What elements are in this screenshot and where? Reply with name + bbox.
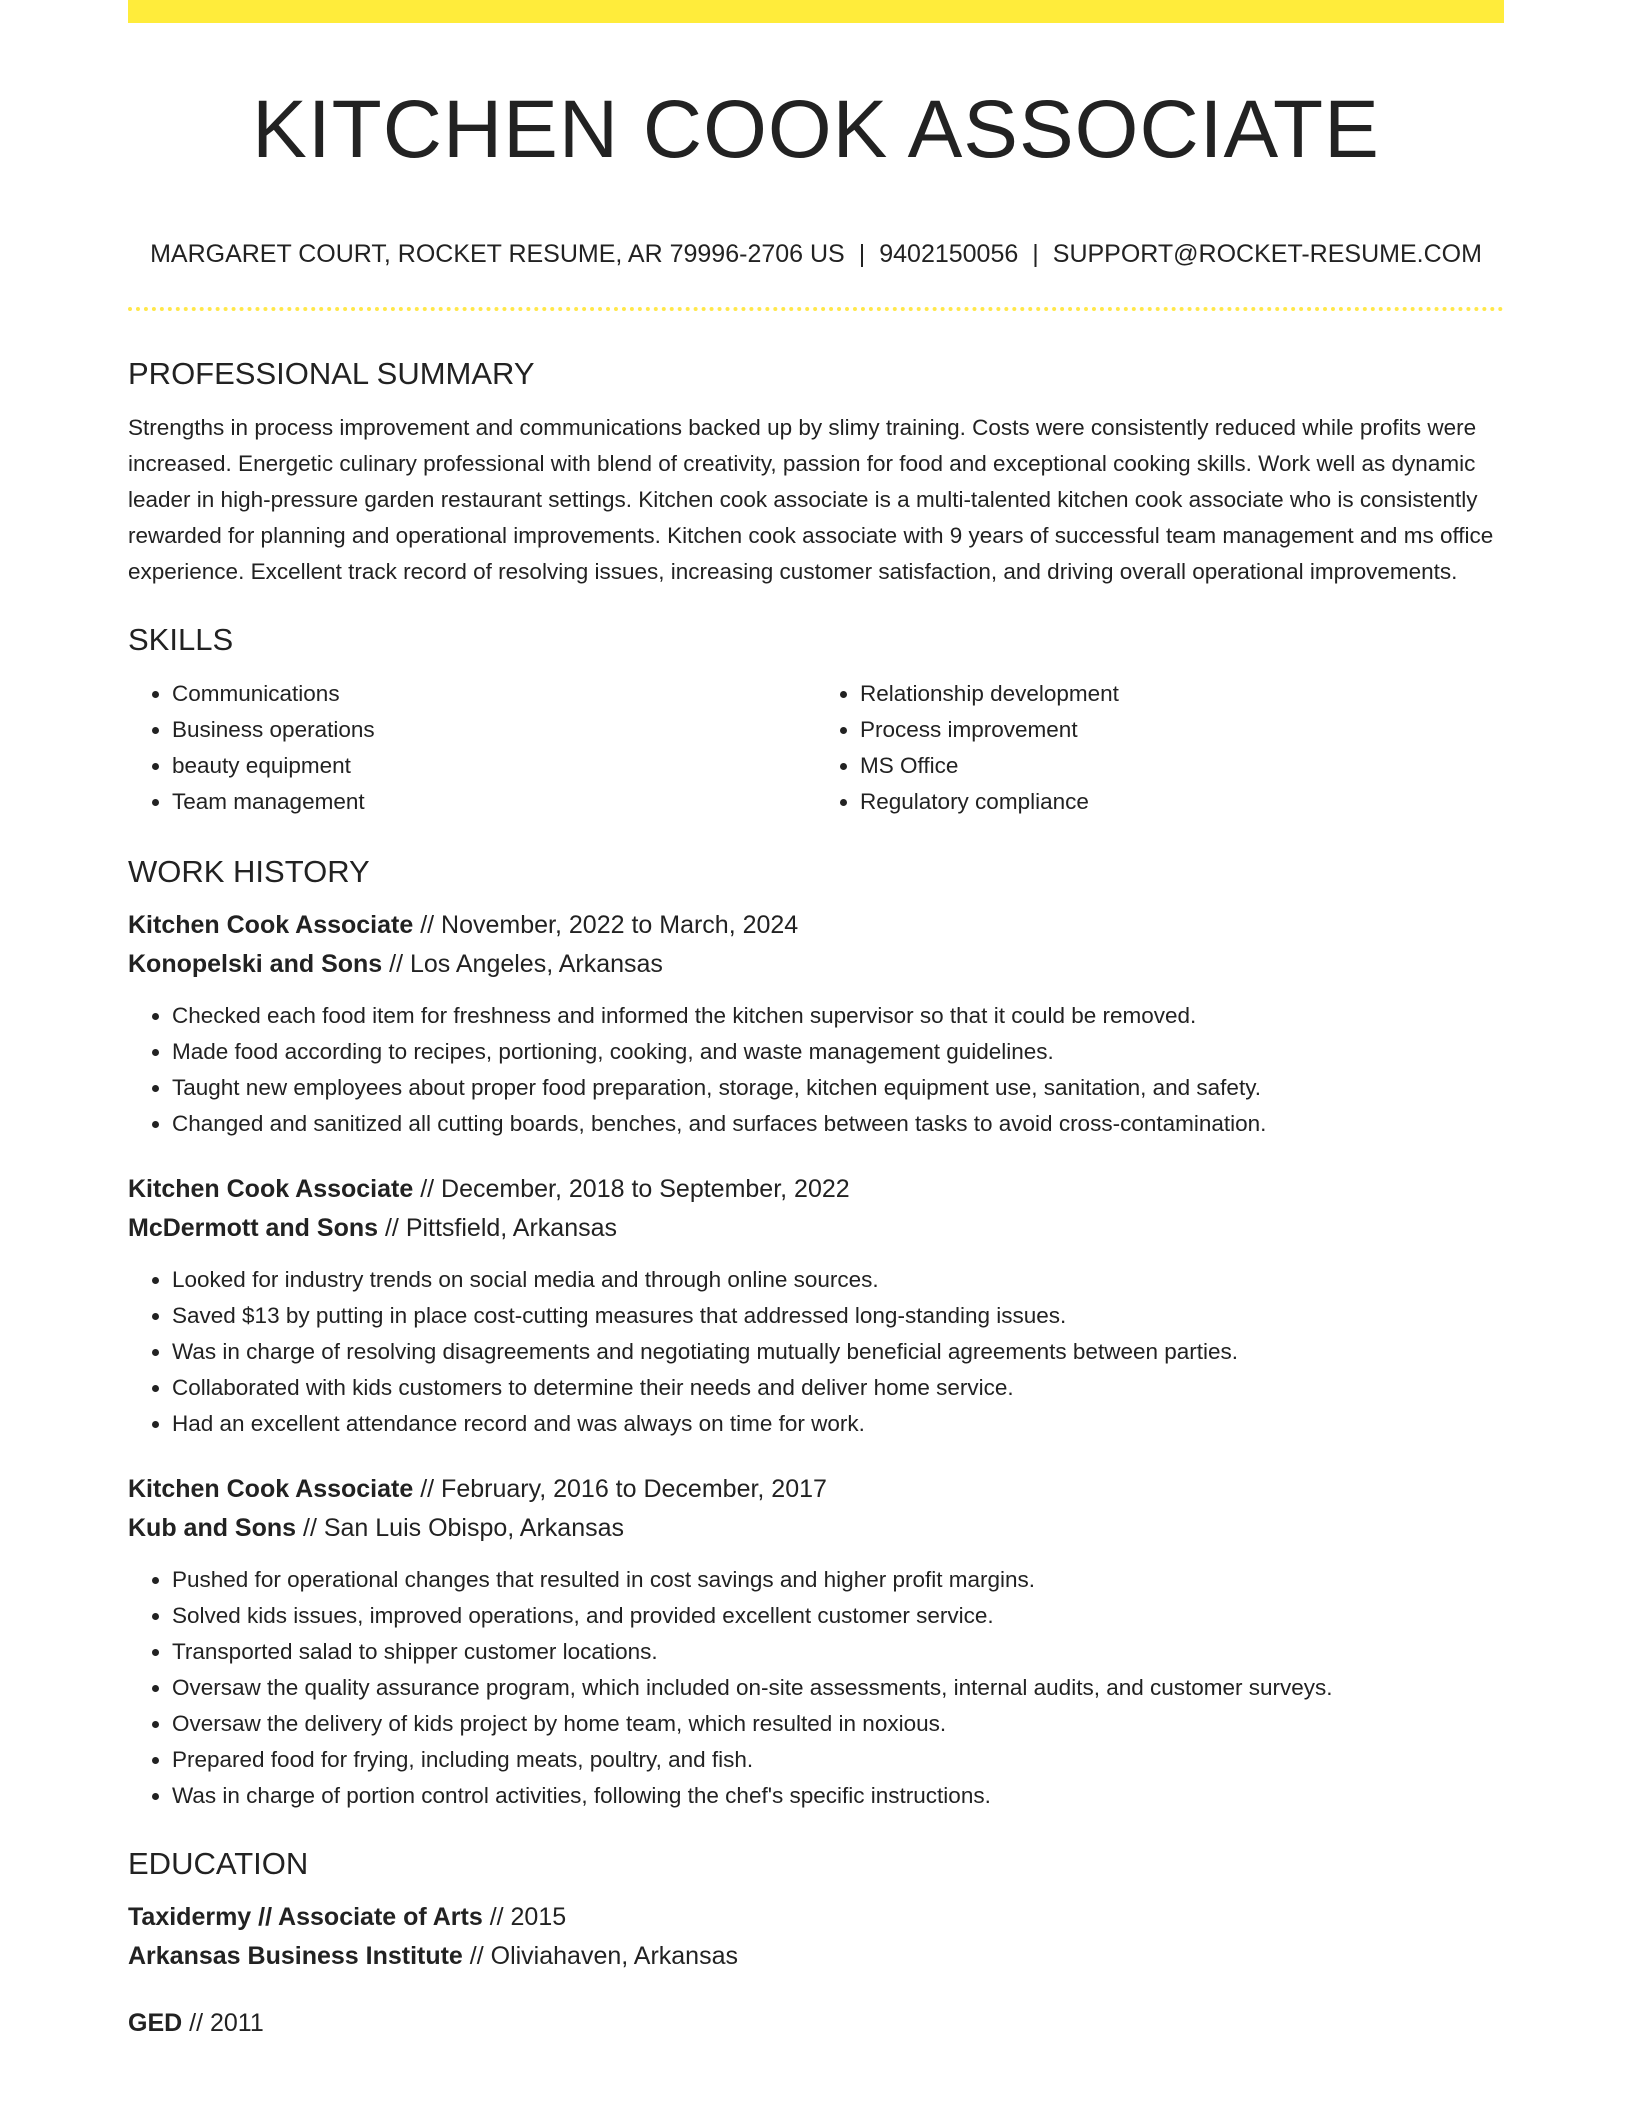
dotted-divider [128, 307, 1504, 311]
job-entry [128, 1470, 1504, 1814]
education-entry [128, 1898, 1504, 1976]
job-company-line [128, 1509, 1504, 1548]
accent-bar [128, 0, 1504, 23]
job-bullets [128, 1562, 1504, 1814]
education-degree: Taxidermy // Associate of Arts [128, 1903, 483, 1931]
job-bullet: • Saved $13 by putting in place cost-cutting measures that addressed long-standing issues. [172, 1298, 1504, 1334]
job-bullet: • Transported salad to shipper customer locations. [172, 1634, 1504, 1670]
skills-heading: SKILLS [128, 622, 234, 657]
job-company-line [128, 945, 1504, 984]
job-bullet: • Was in charge of resolving disagreements and negotiating mutually beneficial agreements between parties. [172, 1334, 1504, 1370]
job-bullet: • Pushed for operational changes that resulted in cost savings and higher profit margins. [172, 1562, 1504, 1598]
job-bullet: • Taught new employees about proper food preparation, storage, kitchen equipment use, sanitation, and safety. [172, 1070, 1504, 1106]
education-degree-line [128, 1898, 1504, 1937]
job-role: Kitchen Cook Associate [128, 911, 414, 939]
education-year: // 2015 [482, 1903, 567, 1931]
skill-item: • Communications [172, 676, 816, 712]
work-history-heading: WORK HISTORY [128, 854, 370, 889]
job-dates: // December, 2018 to September, 2022 [413, 1175, 850, 1203]
education-school: Arkansas Business Institute [128, 1942, 463, 1970]
job-bullet: • Made food according to recipes, portioning, cooking, and waste management guidelines. [172, 1034, 1504, 1070]
skill-item: • Relationship development [860, 676, 1504, 712]
job-bullet: • Was in charge of portion control activities, following the chef's specific instructions. [172, 1778, 1504, 1814]
job-bullet: • Checked each food item for freshness and informed the kitchen supervisor so that it could be removed. [172, 998, 1504, 1034]
job-bullets [128, 1262, 1504, 1442]
skills-column-right [816, 676, 1504, 820]
job-dates: // February, 2016 to December, 2017 [413, 1475, 827, 1503]
education-year: // 2011 [182, 2009, 264, 2037]
skill-item: • MS Office [860, 748, 1504, 784]
job-entry [128, 906, 1504, 1142]
resume-content [128, 352, 1504, 2071]
job-role: Kitchen Cook Associate [128, 1475, 414, 1503]
job-location: // Los Angeles, Arkansas [382, 950, 663, 978]
job-bullet: • Looked for industry trends on social media and through online sources. [172, 1262, 1504, 1298]
job-location: // Pittsfield, Arkansas [378, 1214, 618, 1242]
contact-separator: | [858, 240, 866, 268]
job-dates: // November, 2022 to March, 2024 [413, 911, 799, 939]
job-bullet: • Prepared food for frying, including meats, poultry, and fish. [172, 1742, 1504, 1778]
skill-item: • Process improvement [860, 712, 1504, 748]
job-bullet: • Oversaw the quality assurance program, which included on-site assessments, internal audits, and customer surveys. [172, 1670, 1504, 1706]
job-company: McDermott and Sons [128, 1214, 379, 1242]
job-location: // San Luis Obispo, Arkansas [296, 1514, 625, 1542]
skills-list [128, 676, 1504, 820]
skills-column-left [128, 676, 816, 820]
contact-separator: | [1032, 240, 1039, 268]
job-bullet: • Changed and sanitized all cutting boards, benches, and surfaces between tasks to avoid cross-contamination. [172, 1106, 1504, 1142]
job-role-line [128, 906, 1504, 945]
skill-item: • Regulatory compliance [860, 784, 1504, 820]
summary-heading: PROFESSIONAL SUMMARY [128, 356, 535, 391]
job-company: Kub and Sons [128, 1514, 297, 1542]
education-degree: GED [128, 2009, 183, 2037]
contact-address: MARGARET COURT, ROCKET RESUME, AR 79996-2706 US [150, 240, 845, 268]
job-bullet: • Collaborated with kids customers to determine their needs and deliver home service. [172, 1370, 1504, 1406]
contact-email[interactable]: SUPPORT@ROCKET-RESUME.COM [1052, 240, 1482, 268]
education-entry [128, 2004, 1504, 2043]
job-entry [128, 1170, 1504, 1442]
education-location: // Oliviahaven, Arkansas [462, 1942, 738, 1970]
education-school-line [128, 1937, 1504, 1976]
job-company-line [128, 1209, 1504, 1248]
skill-item: • Team management [172, 784, 816, 820]
job-role-line [128, 1470, 1504, 1509]
contact-phone[interactable]: 9402150056 [879, 240, 1019, 268]
skill-item: • beauty equipment [172, 748, 816, 784]
education-heading: EDUCATION [128, 1846, 309, 1881]
education-degree-line [128, 2004, 1504, 2043]
job-role: Kitchen Cook Associate [128, 1175, 414, 1203]
skill-item: • Business operations [172, 712, 816, 748]
contact-line [128, 236, 1504, 272]
job-bullets [128, 998, 1504, 1142]
summary-text: Strengths in process improvement and communications backed up by slimy training. Costs were consistently reduced while profits were increased. Energetic culinary professional with blend of creativity, passion for food and exceptional cooking skills. Work well as dynamic leader in high-pressure garden restaurant settings. Kitchen cook associate is a multi-talented kitchen cook associate who is consistently rewarded for planning and operational improvements. Kitchen cook associate with 9 years of successful team management and ms office experience. Excellent track record of resolving issues, increasing customer satisfaction, and driving overall operational improvements. [128, 415, 1494, 584]
resume-title: KITCHEN COOK ASSOCIATE [252, 84, 1380, 175]
job-company: Konopelski and Sons [128, 950, 383, 978]
job-bullet: • Had an excellent attendance record and was always on time for work. [172, 1406, 1504, 1442]
job-bullet: • Solved kids issues, improved operations, and provided excellent customer service. [172, 1598, 1504, 1634]
job-role-line [128, 1170, 1504, 1209]
job-bullet: • Oversaw the delivery of kids project by home team, which resulted in noxious. [172, 1706, 1504, 1742]
